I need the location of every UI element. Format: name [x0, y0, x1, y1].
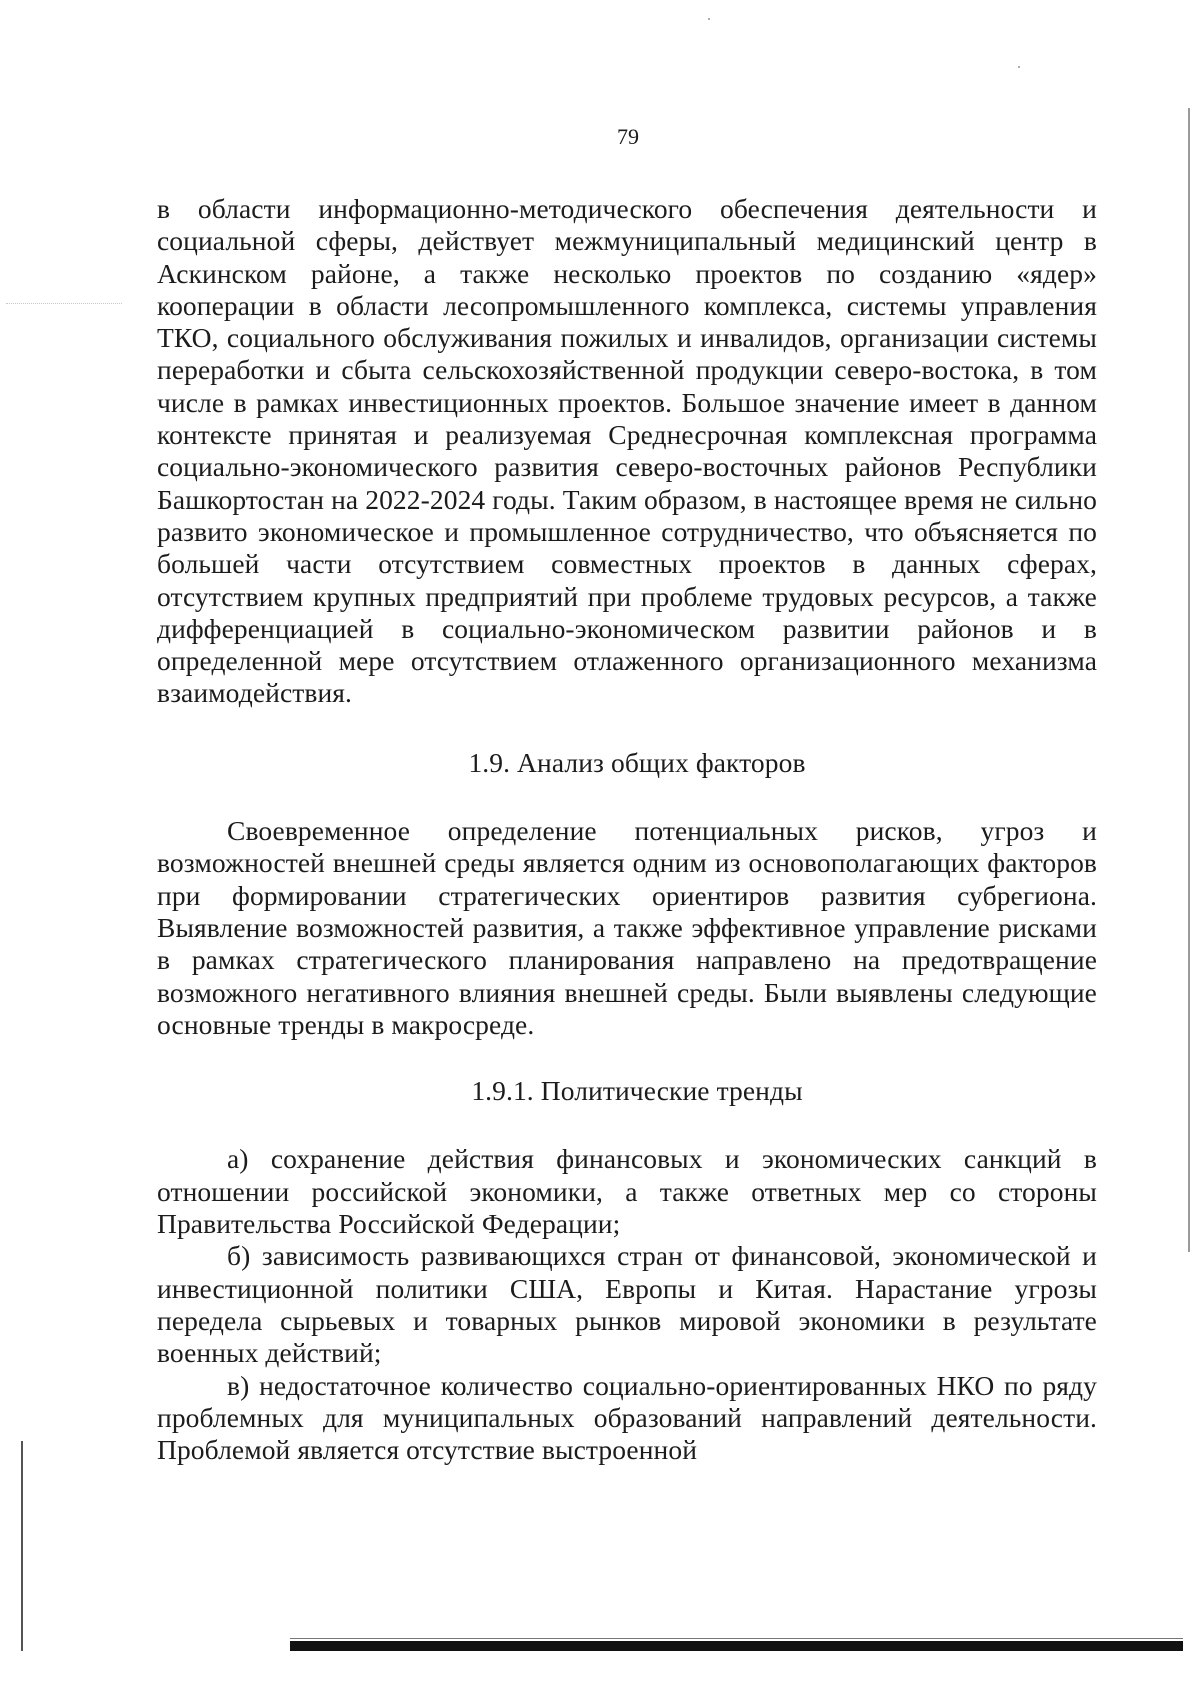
document-body — [157, 193, 1097, 1466]
page-number: 79 — [617, 124, 639, 149]
scan-speck — [708, 18, 710, 20]
scan-speck — [1018, 66, 1020, 68]
scan-dotted-mark — [6, 303, 122, 304]
section-heading-1-9: 1.9. Анализ общих факторов — [468, 746, 806, 778]
scan-edge-line-left — [21, 1441, 23, 1651]
list-item-b: б) зависимость развивающихся стран от финансовой, экономической и инвестиционной политики США, Европы и Китая. Нарастание угрозы передела сырьевых и товарных рынков мировой экономики в результате военных действий; — [157, 1240, 1097, 1369]
list-item-a: а) сохранение действия финансовых и экономических санкций в отношении российской экономики, а также ответных мер со стороны Правительства Российской Федерации; — [157, 1143, 1097, 1240]
list-item-v: в) недостаточное количество социально-ориентированных НКО по ряду проблемных для муниципальных образований направлений деятельности. Проблемой является отсутствие выстроенной — [157, 1369, 1097, 1466]
scan-edge-line-bottom-thin — [290, 1638, 1183, 1639]
scan-edge-line-right — [1188, 108, 1190, 1252]
paragraph-risks: Своевременное определение потенциальных рисков, угроз и возможностей внешней среды является одним из основополагающих факторов при формировании стратегических ориентиров развития субрегиона. Выявление возможностей развития, а также эффективное управление рисками в рамках стратегического планирования направлено на предотвращение возможного негативного влияния внешней среды. Были выявлены следующие основные тренды в макросреде. — [157, 815, 1097, 1040]
section-heading-1-9-1: 1.9.1. Политические тренды — [471, 1075, 803, 1107]
paragraph-intro: в области информационно-методического обеспечения деятельности и социальной сферы, действует межмуниципальный медицинский центр в Аскинском районе, а также несколько проектов по созданию «ядер» кооперации в области лесопромышленного комплекса, системы управления ТКО, социального обслуживания пожилых и инвалидов, организации системы переработки и сбыта сельскохозяйственной продукции северо-востока, в том числе в рамках инвестиционных проектов. Большое значение имеет в данном контексте принятая и реализуемая Среднесрочная комплексная программа социально-экономического развития северо-восточных районов Республики Башкортостан на 2022-2024 годы. Таким образом, в настоящее время не сильно развито экономическое и промышленное сотрудничество, что объясняется по большей части отсутствием совместных проектов в данных сферах, отсутствием крупных предприятий при проблеме трудовых ресурсов, а также дифференциацией в социально-экономическом развитии районов и в определенной мере отсутствием отлаженного организационного механизма взаимодействия. — [157, 193, 1097, 709]
scan-edge-line-bottom — [290, 1641, 1183, 1651]
